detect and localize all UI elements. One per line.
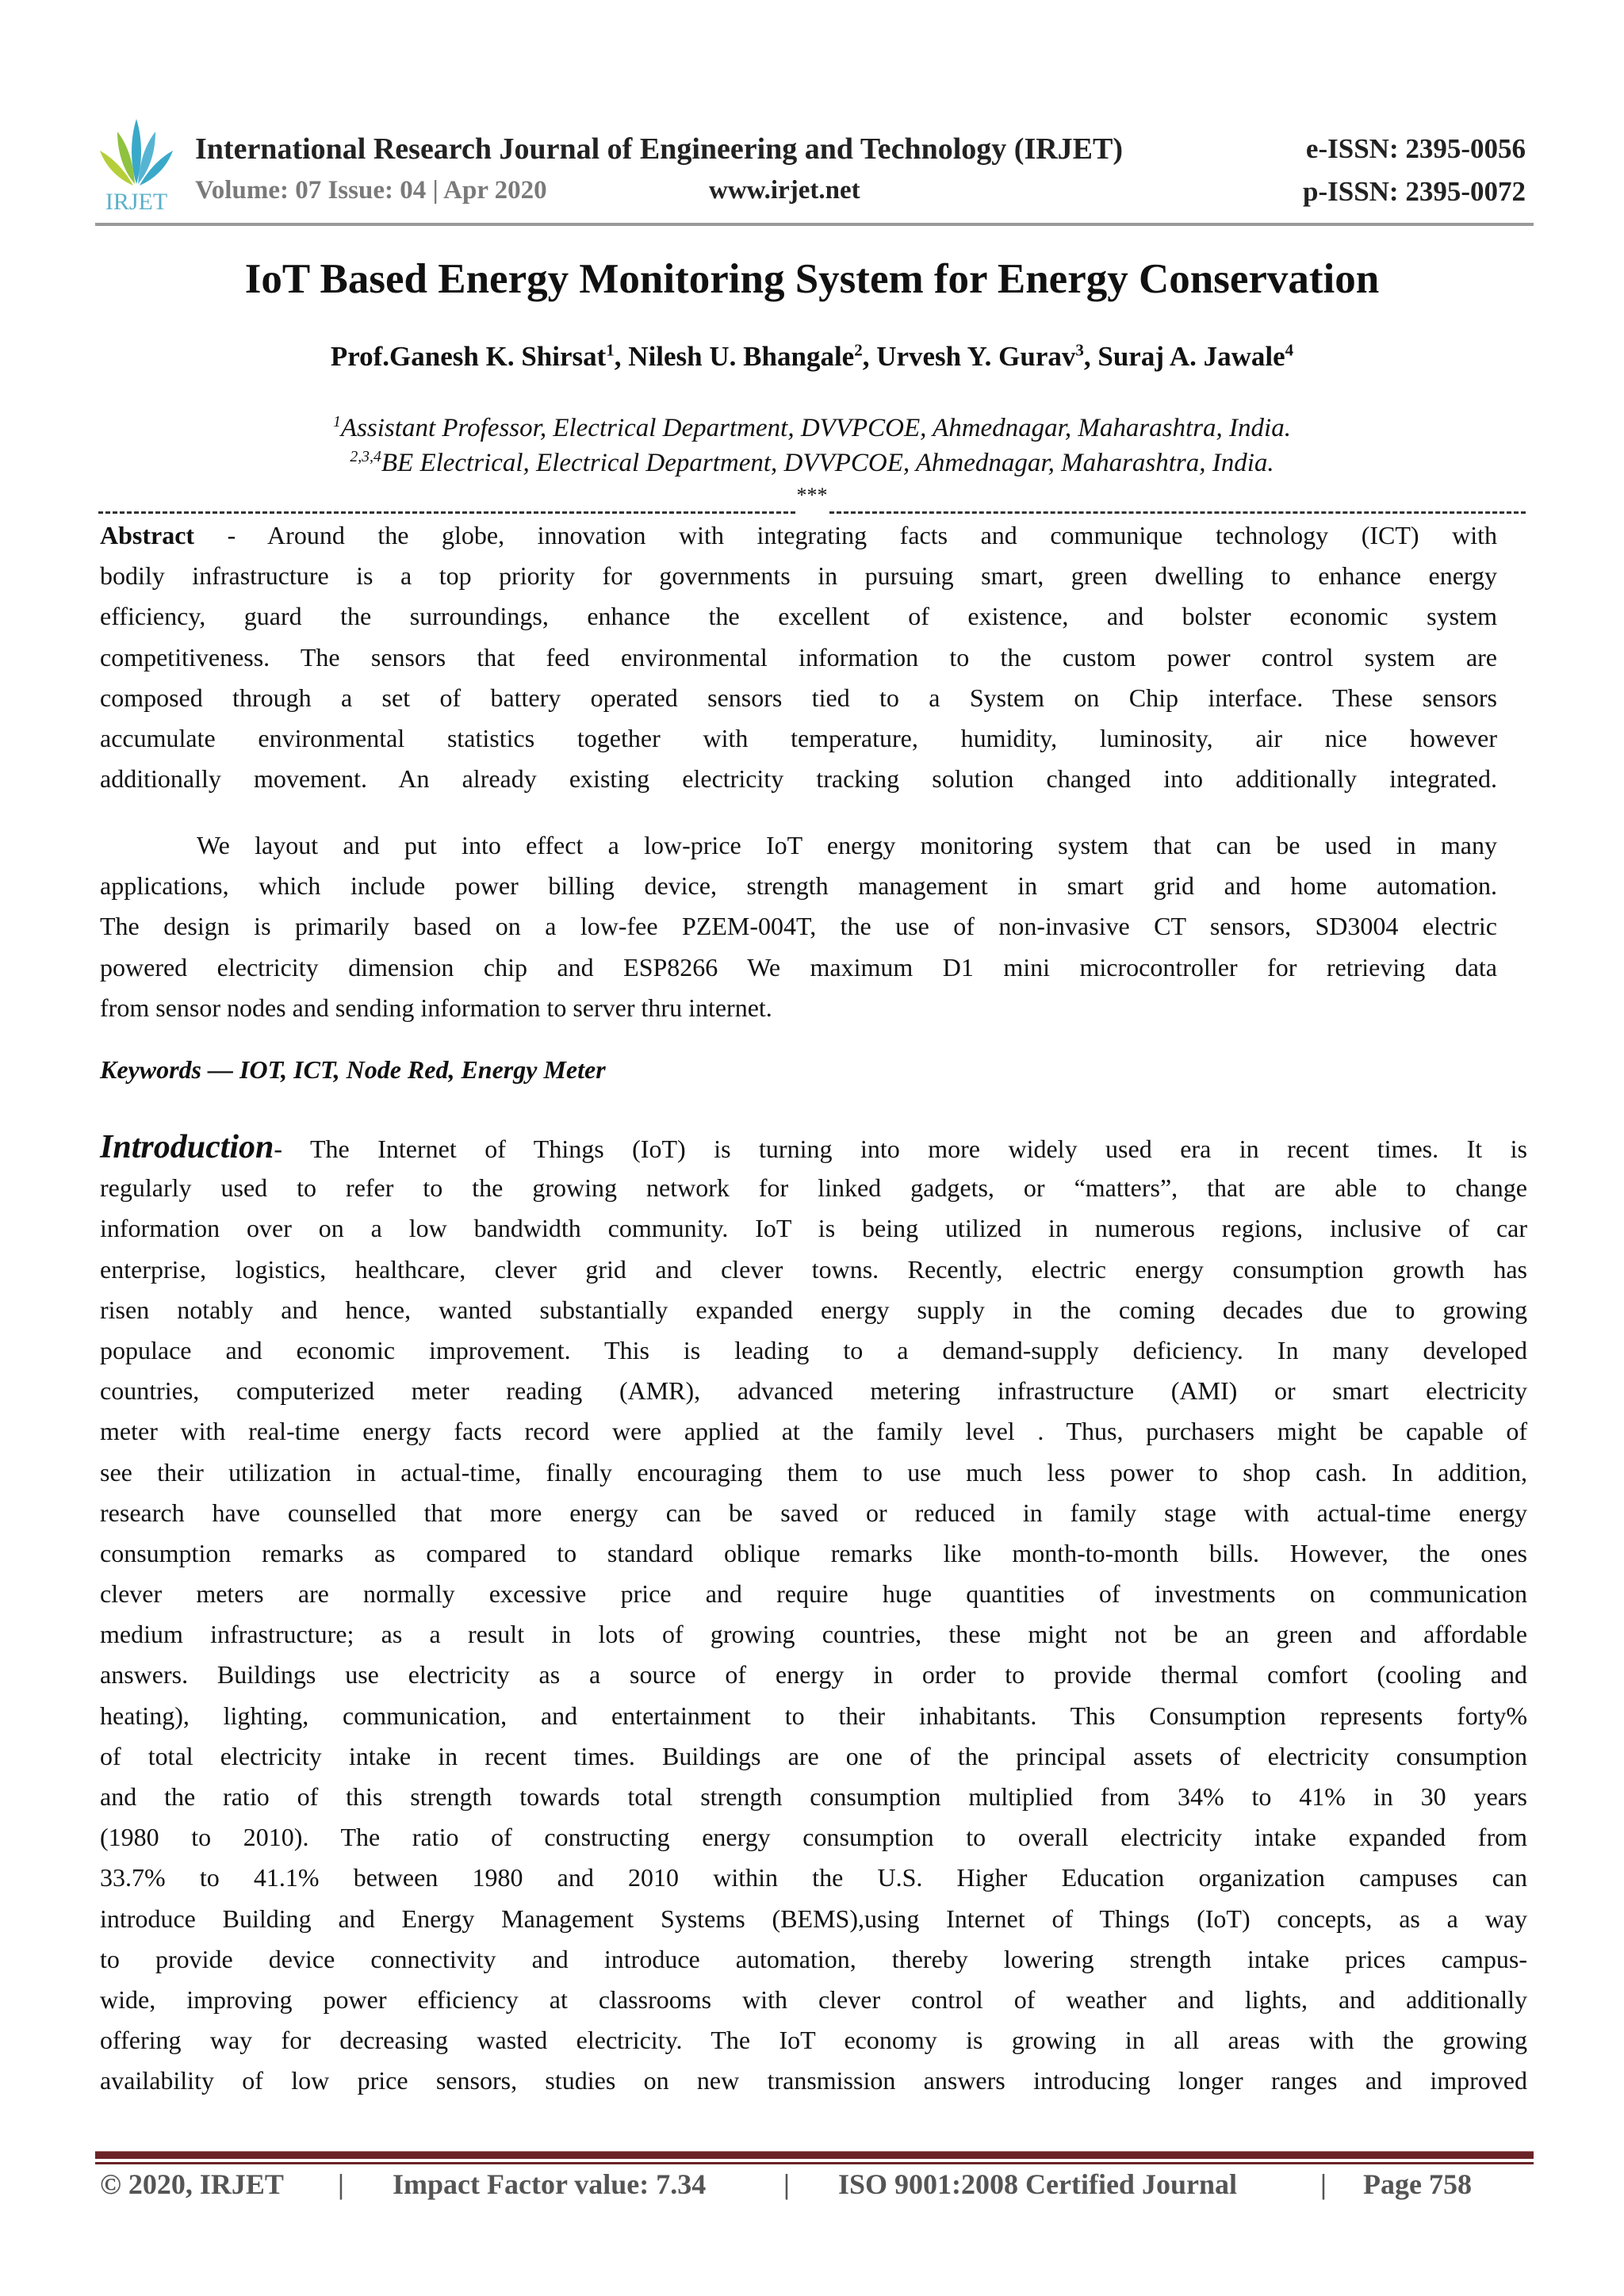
- line-text: offering way for decreasing wasted electricity. The IoT economy is growing in all areas with the growing: [100, 2026, 1527, 2055]
- line-text: We layout and put into effect a low-price IoT energy monitoring system that can be used in many: [197, 831, 1497, 859]
- footer-divider: |: [1320, 2168, 1327, 2200]
- author-list: [0, 341, 1624, 373]
- text-line: [100, 759, 1497, 799]
- affiliation-mark: 2,3,4: [350, 448, 381, 465]
- separator-stars: ***: [796, 484, 828, 507]
- journal-website[interactable]: www.irjet.net: [709, 176, 860, 205]
- footer-page-number: Page 758: [1363, 2168, 1472, 2200]
- footer-divider: |: [783, 2168, 790, 2200]
- text-line: [100, 1127, 1527, 1168]
- affiliation-2: [0, 449, 1624, 478]
- line-text: - The Internet of Things (IoT) is turning into more widely used era in recent times. It is: [274, 1135, 1527, 1163]
- line-text: from sensor nodes and sending information to server thru internet.: [100, 993, 772, 1022]
- line-text: efficiency, guard the surroundings, enhance the excellent of existence, and bolster economic system: [100, 602, 1497, 631]
- text-line: [100, 556, 1497, 596]
- affiliation-1: [0, 414, 1624, 443]
- line-text: competitiveness. The sensors that feed environmental information to the custom power control system are: [100, 642, 1497, 672]
- text-line: [100, 1330, 1527, 1371]
- line-text: risen notably and hence, wanted substantially expanded energy supply in the coming decades due to growing: [100, 1295, 1527, 1324]
- header-rule: [95, 223, 1534, 226]
- line-text: composed through a set of battery operated sensors tied to a System on Chip interface. These sensors: [100, 683, 1497, 712]
- text-line: [100, 1858, 1527, 1898]
- line-text: clever meters are normally excessive price and require huge quantities of investments on communication: [100, 1579, 1527, 1609]
- line-text: information over on a low bandwidth community. IoT is being utilized in numerous regions, inclusive of car: [100, 1214, 1527, 1243]
- author-mark: 3: [1075, 340, 1084, 360]
- text-line: [100, 1696, 1527, 1736]
- paper-title: IoT Based Energy Monitoring System for Energy Conservation: [244, 256, 1380, 302]
- text-line: [100, 906, 1497, 947]
- text-line: [100, 515, 1497, 556]
- author-mark: 1: [606, 340, 615, 360]
- line-text: meter with real-time energy facts record were applied at the family level . Thus, purchasers might be capable of: [100, 1417, 1527, 1446]
- section-separator: [98, 485, 1526, 514]
- text-line: [100, 2061, 1527, 2101]
- author-mark: 4: [1285, 340, 1294, 360]
- abstract-paragraph-2: [100, 825, 1497, 1028]
- line-text: countries, computerized meter reading (AMR), advanced metering infrastructure (AMI) or smart electricity: [100, 1376, 1527, 1406]
- journal-title: International Research Journal of Engineering and Technology (IRJET): [195, 132, 1124, 166]
- line-text: accumulate environmental statistics together with temperature, humidity, luminosity, air nice however: [100, 723, 1497, 752]
- text-line: [100, 947, 1497, 988]
- footer-divider: |: [338, 2168, 344, 2200]
- line-text: of total electricity intake in recent times. Buildings are one of the principal assets of electricity consumption: [100, 1741, 1527, 1770]
- footer-impact-factor: Impact Factor value: 7.34: [393, 2168, 707, 2200]
- text-line: [100, 1574, 1527, 1614]
- abstract-label: Abstract: [100, 521, 195, 549]
- author-separator: ,: [1083, 341, 1098, 372]
- p-issn: p-ISSN: 2395-0072: [1302, 176, 1526, 207]
- line-text: wide, improving power efficiency at classrooms with clever control of weather and lights, and additionally: [100, 1984, 1527, 2014]
- line-text: - Around the globe, innovation with integrating facts and communique technology (ICT) with: [194, 521, 1497, 549]
- e-issn: e-ISSN: 2395-0056: [1305, 133, 1526, 164]
- line-text: populace and economic improvement. This is leading to a demand-supply deficiency. In many developed: [100, 1335, 1527, 1364]
- author-name: Nilesh U. Bhangale: [628, 341, 855, 372]
- line-text: availability of low price sensors, studies on new transmission answers introducing longer ranges and improved: [100, 2066, 1527, 2095]
- introduction: [100, 1127, 1527, 2102]
- footer-rule: [95, 2151, 1534, 2159]
- text-line: [100, 1777, 1527, 1817]
- line-text: applications, which include power billing device, strength management in smart grid and home automation.: [100, 871, 1497, 901]
- line-text: enterprise, logistics, healthcare, clever grid and clever towns. Recently, electric energy consumption growth has: [100, 1254, 1527, 1284]
- line-text: research have counselled that more energy can be saved or reduced in family stage with actual-time energy: [100, 1498, 1527, 1527]
- line-text: The design is primarily based on a low-fee PZEM-004T, the use of non-invasive CT sensors, SD3004 electric: [100, 912, 1497, 941]
- logo-text: IRJET: [105, 189, 168, 214]
- footer-iso: ISO 9001:2008 Certified Journal: [838, 2168, 1237, 2200]
- line-text: answers. Buildings use electricity as a source of energy in order to provide thermal comfort (cooling and: [100, 1660, 1527, 1689]
- text-line: [100, 1655, 1527, 1695]
- affiliation-mark: 1: [333, 413, 341, 430]
- text-line: [100, 596, 1497, 637]
- line-text: to provide device connectivity and introduce automation, thereby lowering strength intake prices campus-: [100, 1944, 1527, 1973]
- abstract: [100, 515, 1497, 799]
- author-name: Urvesh Y. Gurav: [876, 341, 1076, 372]
- line-text: (1980 to 2010). The ratio of constructing energy consumption to overall electricity intake expanded from: [100, 1823, 1527, 1852]
- text-line: [100, 678, 1497, 718]
- affiliation-text: Assistant Professor, Electrical Department, DVVPCOE, Ahmednagar, Maharashtra, India.: [340, 414, 1291, 442]
- text-line: [100, 1980, 1527, 2020]
- text-line: [100, 1371, 1527, 1411]
- text-line: [100, 1411, 1527, 1452]
- text-line: [100, 1533, 1527, 1574]
- line-text: 33.7% to 41.1% between 1980 and 2010 within the U.S. Higher Education organization campuses can: [100, 1863, 1527, 1892]
- author-mark: 2: [854, 340, 863, 360]
- affiliation-text: BE Electrical, Electrical Department, DVVPCOE, Ahmednagar, Maharashtra, India.: [381, 449, 1274, 477]
- keywords: Keywords — IOT, ICT, Node Red, Energy Meter: [100, 1055, 606, 1084]
- text-line: [100, 825, 1497, 866]
- footer-copyright: © 2020, IRJET: [100, 2168, 284, 2200]
- text-line: [100, 2020, 1527, 2061]
- irjet-logo: [94, 116, 179, 214]
- text-line: [100, 1493, 1527, 1533]
- text-line: [100, 1817, 1527, 1858]
- text-line: [100, 1452, 1527, 1493]
- line-text: additionally movement. An already existing electricity tracking solution changed into additionally integrated.: [100, 764, 1497, 794]
- line-text: heating), lighting, communication, and entertainment to their inhabitants. This Consumption represents forty%: [100, 1701, 1527, 1730]
- line-text: introduce Building and Energy Management Systems (BEMS),using Internet of Things (IoT) concepts, as a way: [100, 1904, 1527, 1933]
- line-text: and the ratio of this strength towards total strength consumption multiplied from 34% to 41% in 30 years: [100, 1782, 1527, 1811]
- text-line: [100, 1168, 1527, 1208]
- text-line: [100, 1290, 1527, 1330]
- line-text: regularly used to refer to the growing network for linked gadgets, or “matters”, that are able to change: [100, 1173, 1527, 1203]
- line-text: consumption remarks as compared to standard oblique remarks like month-to-month bills. However, the ones: [100, 1538, 1527, 1567]
- text-line: [100, 1939, 1527, 1980]
- line-text: bodily infrastructure is a top priority for governments in pursuing smart, green dwelling to enhance energy: [100, 561, 1497, 591]
- text-line: [100, 637, 1497, 678]
- footer-rule-thin: [95, 2162, 1534, 2164]
- text-line: [100, 1249, 1527, 1290]
- text-line: [100, 718, 1497, 759]
- text-line: [100, 866, 1497, 906]
- author-name: Suraj A. Jawale: [1097, 341, 1285, 372]
- introduction-heading: Introduction: [100, 1129, 274, 1165]
- text-line: [100, 988, 1497, 1028]
- text-line: [100, 1614, 1527, 1655]
- author-separator: ,: [614, 341, 629, 372]
- line-text: medium infrastructure; as a result in lots of growing countries, these might not be an green and affordable: [100, 1620, 1527, 1649]
- text-line: [100, 1899, 1527, 1939]
- author-name: Prof.Ganesh K. Shirsat: [330, 341, 607, 372]
- text-line: [100, 1208, 1527, 1249]
- line-text: powered electricity dimension chip and ESP8266 We maximum D1 mini microcontroller for retrieving data: [100, 952, 1497, 982]
- author-separator: ,: [862, 341, 877, 372]
- text-line: [100, 1736, 1527, 1777]
- volume-issue: Volume: 07 Issue: 04 | Apr 2020: [195, 176, 547, 205]
- line-text: see their utilization in actual-time, finally encouraging them to use much less power to shop cash. In addition,: [100, 1457, 1527, 1487]
